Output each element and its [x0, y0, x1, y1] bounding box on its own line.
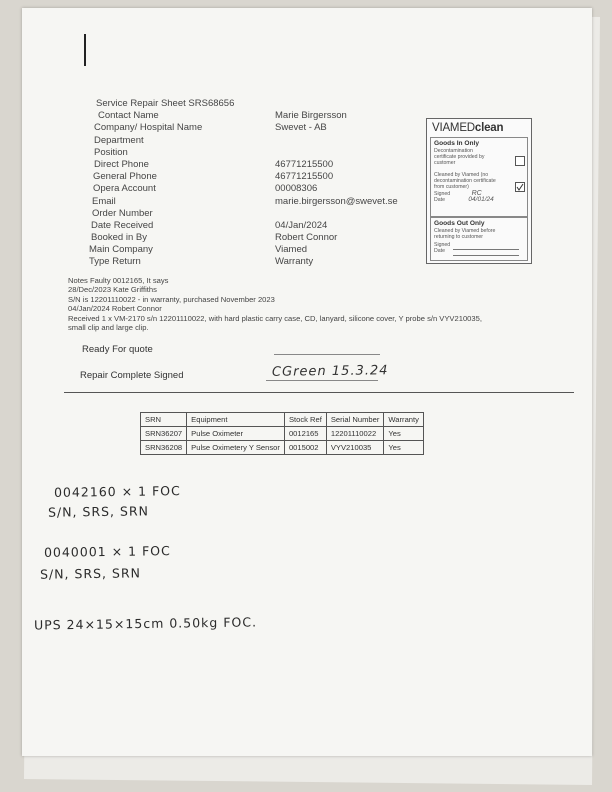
viamed-clean-logo: VIAMEDclean — [432, 122, 504, 134]
cell-stock-ref: 0012165 — [284, 427, 326, 441]
in-signed-initials: RC — [471, 190, 482, 197]
note-line: small clip and large clip. — [68, 323, 149, 333]
handwritten-line-4: S/N, SRS, SRN — [39, 565, 142, 582]
field-label: Direct Phone — [94, 158, 149, 170]
section-divider — [64, 392, 574, 393]
field-value: 46771215500 — [275, 158, 334, 170]
in-signed-row: Signed RC — [434, 190, 482, 197]
note-line: Notes Faulty 0012165, It says — [68, 276, 169, 285]
handwritten-line-5: UPS 24×15×15cm 0.50kg FOC. — [33, 614, 258, 633]
note-line: 28/Dec/2023 Kate Griffiths — [68, 285, 157, 295]
sheet-title: Service Repair Sheet SRS68656 — [96, 98, 235, 109]
check-mark-icon — [516, 183, 524, 191]
handwritten-line-1: 0042160 × 1 FOC — [53, 483, 181, 500]
decon-cert-checkbox — [515, 156, 525, 166]
in-date-row: Date 04/01/24 — [434, 196, 494, 203]
field-label: Booked in By — [91, 232, 147, 244]
ready-for-quote-label: Ready For quote — [82, 344, 153, 355]
field-value: 00008306 — [275, 183, 318, 195]
col-warranty: Warranty — [384, 413, 424, 427]
field-value: 46771215500 — [275, 171, 334, 183]
field-label: Position — [94, 146, 128, 158]
col-srn: SRN — [141, 413, 187, 427]
goods-out-heading: Goods Out Only — [434, 220, 485, 227]
note-line: S/N is 12201110022 - in warranty, purchased November 2023 — [68, 294, 275, 304]
cell-warranty: Yes — [384, 427, 424, 441]
field-label: Contact Name — [98, 110, 159, 122]
cell-serial-number: 12201110022 — [326, 427, 384, 441]
col-equipment: Equipment — [187, 413, 285, 427]
col-serial-number: Serial Number — [326, 413, 384, 427]
field-value: Viamed — [275, 244, 308, 256]
field-value: Warranty — [275, 256, 314, 268]
field-value: 04/Jan/2024 — [275, 219, 328, 231]
field-label: Company/ Hospital Name — [94, 122, 203, 134]
field-label: Date Received — [91, 219, 154, 231]
in-date-value: 04/01/24 — [468, 196, 494, 203]
out-signed-line — [453, 249, 519, 250]
cell-equipment: Pulse Oximetery Y Sensor — [187, 441, 285, 455]
goods-in-box — [430, 137, 528, 217]
cleaned-checkbox — [515, 182, 525, 192]
cell-srn: SRN36208 — [141, 441, 187, 455]
note-line: Received 1 x VM-2170 s/n 12201110022, with hard plastic carry case, CD, lanyard, silicone cover, Y probe s/n VYV210035, — [68, 313, 482, 323]
handwritten-line-3: 0040001 × 1 FOC — [43, 543, 171, 560]
goods-in-heading: Goods In Only — [434, 140, 480, 147]
cell-serial-number: VYV210035 — [326, 441, 384, 455]
repair-signature: CGreen 15.3.24 — [271, 363, 389, 380]
field-value: Swevet - AB — [275, 122, 327, 134]
cell-stock-ref: 0015002 — [284, 441, 326, 455]
field-label: General Phone — [93, 171, 157, 183]
field-label: Main Company — [89, 244, 153, 256]
cell-equipment: Pulse Oximeter — [187, 427, 285, 441]
goods-out-text: Cleaned by Viamed before returning to customer — [434, 228, 496, 240]
repair-complete-label: Repair Complete Signed — [80, 370, 184, 381]
notes-block — [68, 276, 586, 332]
goods-in-text: Decontamination certificate provided by customer — [434, 148, 485, 166]
cell-srn: SRN36207 — [141, 427, 187, 441]
field-value: Robert Connor — [275, 232, 338, 244]
ready-signature-line — [274, 354, 380, 355]
handwritten-line-2: S/N, SRS, SRN — [47, 503, 150, 520]
field-value: Marie Birgersson — [275, 110, 347, 122]
field-label: Opera Account — [93, 183, 156, 195]
viamed-clean-stamp — [426, 118, 532, 264]
out-signed-label: Signed — [434, 242, 451, 248]
field-label: Email — [92, 195, 116, 207]
field-value: marie.birgersson@swevet.se — [275, 195, 398, 207]
out-date-line — [453, 255, 519, 256]
note-line: 04/Jan/2024 Robert Connor — [68, 304, 162, 314]
table-row — [141, 427, 424, 441]
table-row — [141, 441, 424, 455]
repair-signature-line — [266, 380, 378, 381]
pen-mark — [84, 34, 86, 66]
field-label: Department — [94, 134, 144, 146]
goods-out-box — [430, 217, 528, 261]
field-label: Order Number — [92, 207, 153, 219]
out-date-label: Date — [434, 248, 445, 254]
equipment-table — [140, 412, 424, 455]
col-stock-ref: Stock Ref — [284, 413, 326, 427]
field-label: Type Return — [89, 256, 141, 268]
cleaned-text: Cleaned by Viamed (no decontamination certificate from customer) — [434, 172, 496, 190]
table-header-row — [141, 413, 424, 427]
cell-warranty: Yes — [384, 441, 424, 455]
repair-sheet — [22, 8, 592, 756]
